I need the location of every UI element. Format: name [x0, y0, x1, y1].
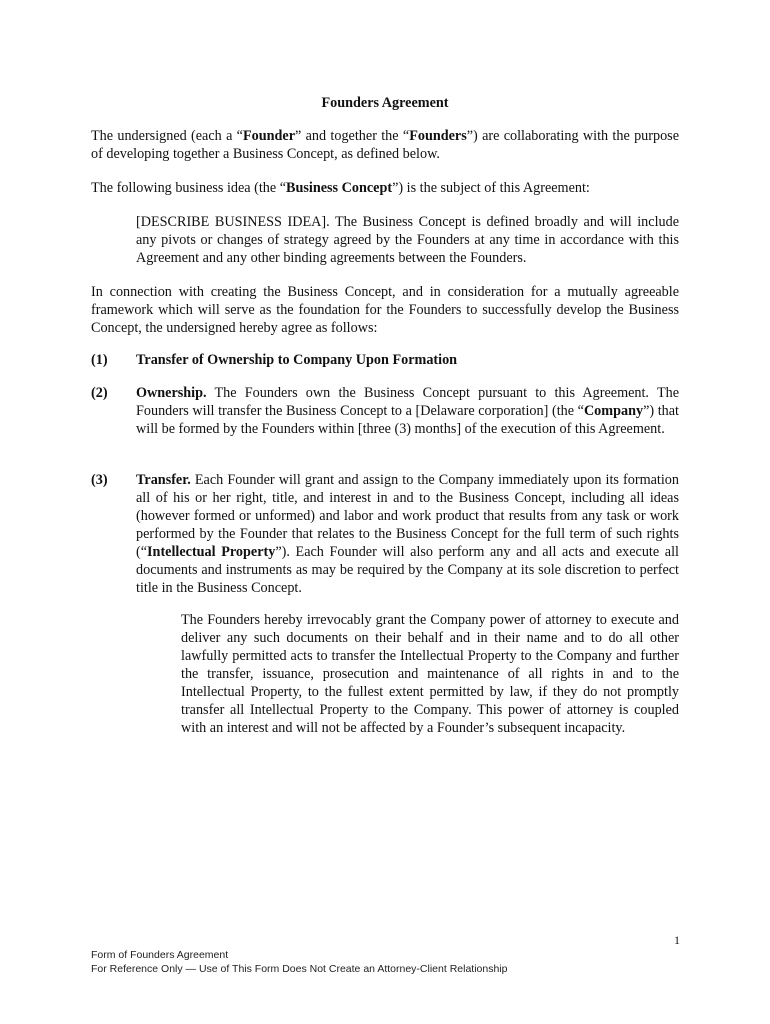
intro-text-2: ” and together the “: [295, 128, 410, 144]
document-title: Founders Agreement: [321, 95, 449, 111]
footer-line-1: Form of Founders Agreement: [91, 949, 229, 961]
section-1-heading-text: Transfer of Ownership to Company Upon Formation: [136, 352, 458, 368]
power-of-attorney-paragraph: The Founders hereby irrevocably grant the Company power of attorney to execute and deliver any such documents on their behalf and in their name and to do all other lawfully permitted acts to transfer the Intellectual Property to the Company and further the transfer, issuance, prosecution and maintenance of all rights in and to the Intellectual Property, to the fullest extent permitted by law, if they do not promptly transfer all Intellectual Property to the Company. This power of attorney is coupled with an interest and will not be affected by a Founder’s subsequent incapacity.: [181, 612, 679, 736]
section-2-number: (2): [91, 385, 108, 401]
defined-term-intellectual-property: Intellectual Property: [147, 544, 276, 560]
section-3-paragraph: [136, 471, 679, 597]
section-3-number: (3): [91, 472, 108, 488]
section-2-heading: Ownership.: [136, 385, 207, 401]
defined-term-founder: Founder: [242, 128, 296, 144]
defined-term-business-concept: Business Concept: [286, 180, 393, 196]
intro-text-1: The undersigned (each a “: [91, 128, 243, 144]
subject-text-2: ”) is the subject of this Agreement:: [392, 180, 590, 196]
page-footer: [91, 948, 507, 976]
footer-line-2: For Reference Only — Use of This Form Does Not Create an Attorney-Client Relationship: [91, 963, 508, 975]
section-2-text-2: ”) that will be formed by the Founders within [three (3) months] of the execution of this Agreement.: [136, 403, 679, 437]
section-3-heading: Transfer.: [136, 472, 191, 488]
page-number: 1: [674, 933, 680, 947]
section-1-number: (1): [91, 352, 108, 368]
intro-text-3: ”) are collaborating with the purpose of developing together a Business Concept, as defined below.: [91, 128, 679, 162]
intro-paragraph: [91, 127, 679, 163]
subject-text-1: The following business idea (the “: [91, 180, 287, 196]
business-idea-paragraph: [DESCRIBE BUSINESS IDEA]. The Business Concept is defined broadly and will include any pivots or changes of strategy agreed by the Founders at any time in accordance with this Agreement and any other binding agreements between the Founders.: [136, 214, 679, 266]
section-1-heading: [136, 351, 679, 369]
subject-paragraph: [91, 179, 679, 197]
defined-term-company: Company: [583, 403, 644, 419]
section-2-text-1: The Founders own the Business Concept pursuant to this Agreement. The Founders will transfer the Business Concept to a [Delaware corporation] (the “: [136, 385, 679, 419]
section-3-text-2: ”). Each Founder will also perform any and all acts and execute all documents and instruments as may be required by the Company at its sole discretion to perfect title in the Business Concept.: [136, 544, 679, 596]
defined-term-founders: Founders: [409, 128, 467, 144]
consideration-paragraph: In connection with creating the Business Concept, and in consideration for a mutually agreeable framework which will serve as the foundation for the Founders to successfully develop the Business Concept, the undersigned hereby agree as follows:: [91, 284, 679, 336]
section-3-text-1: Each Founder will grant and assign to the Company immediately upon its formation all of his or her right, title, and interest in and to the Business Concept, including all ideas (however formed or unformed) and labor and work product that results from any task or work performed by the Founder that relates to the Business Concept for the full term of such rights (“: [136, 472, 679, 560]
section-2-paragraph: [136, 384, 679, 438]
